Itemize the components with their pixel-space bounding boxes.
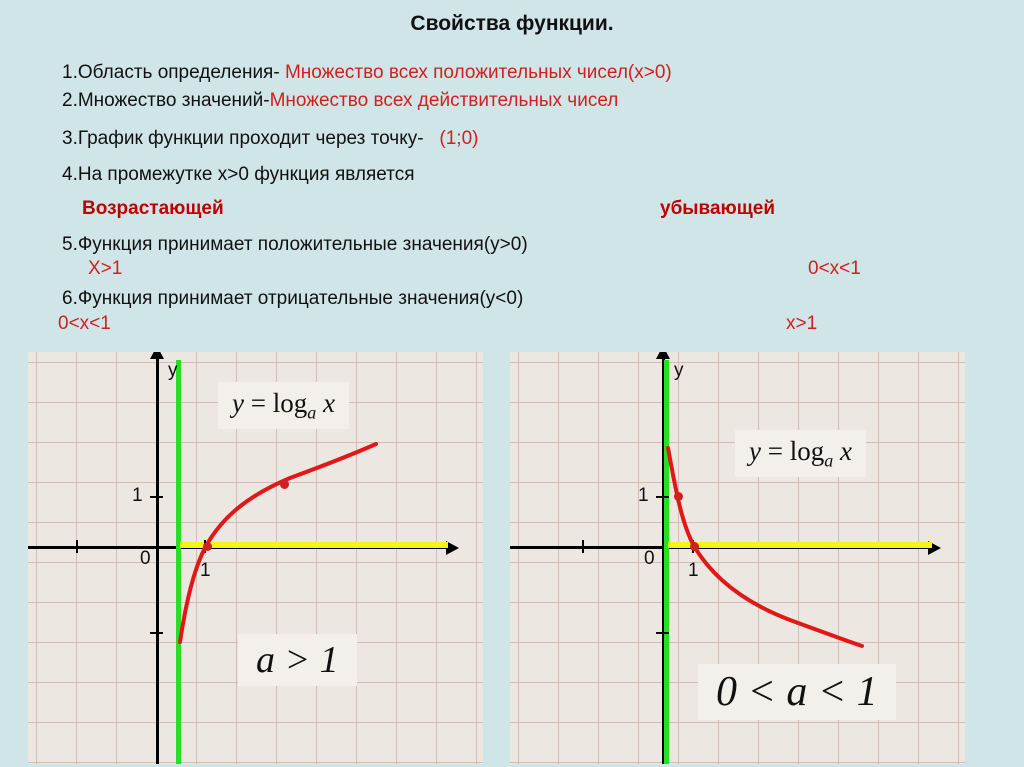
graph-increasing [28, 352, 483, 764]
property-2-value: Множество всех действительных чисел [269, 90, 619, 111]
monotonic-left: Возрастающей [82, 198, 224, 219]
property-1 [62, 62, 672, 84]
y-axis-label-right: y [674, 360, 684, 381]
condition-right: 0 < a < 1 [698, 664, 896, 720]
positive-right: 0<x<1 [808, 258, 861, 279]
point-a-1-left [280, 480, 289, 489]
formula-left: $y = \log_a x$ [218, 382, 349, 429]
point-1-0-right [690, 542, 699, 551]
property-1-text: 1.Область определения- [62, 62, 280, 83]
page-title: Свойства функции. [410, 12, 614, 35]
property-5-text: 5.Функция принимает положительные значения(y>0) [62, 234, 528, 255]
y-axis-label-left: y [168, 360, 178, 381]
x-tick-label-left: 1 [200, 560, 211, 581]
origin-label-right: 0 [644, 548, 655, 569]
condition-left: a > 1 [238, 634, 357, 686]
property-3-text: 3.График функции проходит через точку- [62, 128, 424, 149]
point-1-0-left [203, 542, 212, 551]
graph-decreasing [510, 352, 965, 764]
negative-left: 0<x<1 [58, 313, 111, 334]
property-5 [62, 234, 528, 256]
property-2-text: 2.Множество значений- [62, 90, 270, 111]
property-1-value: Множество всех положительных чисел(x>0) [284, 62, 672, 83]
property-3 [62, 128, 478, 150]
property-4-text: 4.На промежутке x>0 функция является [62, 164, 415, 185]
positive-left: X>1 [88, 258, 123, 279]
monotonic-right: убывающей [660, 198, 776, 219]
origin-label-left: 0 [140, 548, 151, 569]
property-6 [62, 288, 523, 310]
property-2 [62, 90, 618, 112]
property-4 [62, 164, 415, 186]
point-a-1-right [674, 492, 683, 501]
property-6-text: 6.Функция принимает отрицательные значения(y<0) [62, 288, 524, 309]
y-tick-label-left: 1 [132, 485, 143, 506]
negative-right: x>1 [786, 313, 818, 334]
property-3-value: (1;0) [439, 128, 479, 149]
formula-right: $y = \log_a x$ [735, 430, 866, 477]
y-tick-label-right: 1 [638, 485, 649, 506]
x-tick-label-right: 1 [688, 560, 699, 581]
